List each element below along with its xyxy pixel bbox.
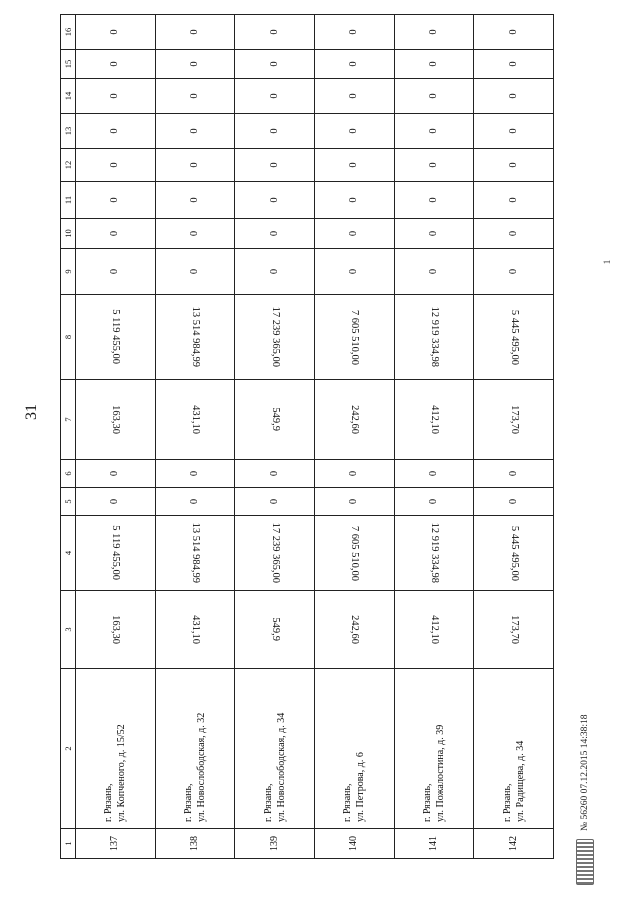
cell-c12: 0 [314,149,394,182]
cell-c6: 0 [155,460,235,488]
cell-c10: 0 [394,219,474,249]
cell-c9: 0 [314,249,394,295]
cell-c14: 0 [76,79,156,114]
cell-c9: 0 [235,249,315,295]
cell-c9: 0 [474,249,554,295]
cell-c13: 0 [474,114,554,149]
document-footer [575,610,595,885]
document-table-area [60,16,554,859]
cell-c14: 0 [474,79,554,114]
cell-c7 [155,380,235,460]
cell-c15: 0 [314,50,394,79]
value-c3: 163,30 [110,615,122,644]
cell-c11: 0 [235,182,315,219]
cell-c5: 0 [155,488,235,516]
value-c7: 242,60 [349,405,361,434]
value-c7: 412,10 [428,405,440,434]
cell-c9: 0 [76,249,156,295]
cell-id: 139 [235,829,315,859]
column-number-14: 14 [61,79,76,114]
cell-c13: 0 [314,114,394,149]
cell-c16: 0 [314,15,394,50]
cell-c5: 0 [314,488,394,516]
cell-c11: 0 [314,182,394,219]
column-number-8: 8 [61,295,76,380]
cell-c10: 0 [155,219,235,249]
cell-c4 [155,516,235,591]
address-city: г. Рязань, [262,783,274,822]
seal-stamp-icon [576,839,594,885]
cell-c10: 0 [235,219,315,249]
table-body [76,15,554,859]
value-c8: 13 514 984,99 [189,306,201,368]
value-c3: 431,10 [189,615,201,644]
value-c7: 431,10 [189,405,201,434]
column-number-1: 1 [61,829,76,859]
value-c3: 242,60 [349,615,361,644]
cell-c6: 0 [394,460,474,488]
cell-c8 [155,295,235,380]
cell-c5: 0 [76,488,156,516]
cell-c16: 0 [76,15,156,50]
cell-c3 [76,591,156,669]
value-c4: 5 119 455,00 [110,525,122,581]
cell-id: 137 [76,829,156,859]
table-row [314,15,394,859]
address-street: ул. Копченого, д. 15/52 [116,724,128,822]
cell-c3 [314,591,394,669]
address-city: г. Рязань, [103,783,115,822]
value-c3: 412,10 [428,615,440,644]
cell-c7 [474,380,554,460]
cell-c7 [76,380,156,460]
value-c4: 5 445 495,00 [508,525,520,581]
cell-c14: 0 [394,79,474,114]
column-number-12: 12 [61,149,76,182]
value-c3: 173,70 [508,615,520,644]
value-c3: 549,9 [269,617,281,642]
property-table [60,14,554,859]
cell-c4 [474,516,554,591]
value-c4: 7 605 510,00 [349,525,361,581]
cell-c3 [394,591,474,669]
cell-c4 [76,516,156,591]
cell-c10: 0 [474,219,554,249]
cell-c6: 0 [314,460,394,488]
column-number-5: 5 [61,488,76,516]
column-number-7: 7 [61,380,76,460]
value-c4: 13 514 984,99 [189,522,201,584]
cell-c4 [235,516,315,591]
cell-c12: 0 [76,149,156,182]
cell-address [235,669,315,829]
cell-c9: 0 [394,249,474,295]
address-street: ул. Пожалостина, д. 39 [434,724,446,822]
cell-c14: 0 [155,79,235,114]
address-city: г. Рязань, [182,783,194,822]
cell-address [314,669,394,829]
cell-c15: 0 [474,50,554,79]
cell-c5: 0 [394,488,474,516]
cell-c10: 0 [314,219,394,249]
value-c8: 17 239 365,00 [269,306,281,368]
address-street: ул. Радищева, д. 34 [514,740,526,822]
cell-c8 [474,295,554,380]
page-number: 31 [23,404,40,420]
cell-c12: 0 [474,149,554,182]
cell-c8 [76,295,156,380]
cell-c15: 0 [235,50,315,79]
table-row [235,15,315,859]
cell-c11: 0 [76,182,156,219]
table-row [474,15,554,859]
cell-c8 [235,295,315,380]
cell-c3 [474,591,554,669]
cell-id: 140 [314,829,394,859]
value-c8: 5 119 455,00 [110,309,122,365]
cell-c14: 0 [314,79,394,114]
cell-address [155,669,235,829]
column-number-13: 13 [61,114,76,149]
table-row [394,15,474,859]
cell-c13: 0 [394,114,474,149]
value-c8: 5 445 495,00 [508,309,520,365]
cell-c5: 0 [474,488,554,516]
cell-c5: 0 [235,488,315,516]
value-c7: 173,70 [508,405,520,434]
cell-c11: 0 [394,182,474,219]
value-c4: 17 239 365,00 [269,522,281,584]
cell-c7 [394,380,474,460]
cell-c12: 0 [235,149,315,182]
value-c7: 163,30 [110,405,122,434]
cell-c8 [314,295,394,380]
cell-c8 [394,295,474,380]
cell-c14: 0 [235,79,315,114]
cell-c16: 0 [474,15,554,50]
cell-c13: 0 [235,114,315,149]
table-row [155,15,235,859]
cell-address [394,669,474,829]
column-number-2: 2 [61,669,76,829]
column-number-16: 16 [61,15,76,50]
document-stamp-text: № 56260 07.12.2015 14:38:18 [580,714,590,831]
column-number-row [61,15,76,859]
cell-c12: 0 [394,149,474,182]
cell-id: 141 [394,829,474,859]
cell-c3 [155,591,235,669]
cell-id: 142 [474,829,554,859]
cell-c6: 0 [474,460,554,488]
value-c8: 12 919 334,98 [428,306,440,368]
address-city: г. Рязань, [421,783,433,822]
column-number-3: 3 [61,591,76,669]
rotated-table-wrapper [60,16,554,859]
cell-c15: 0 [394,50,474,79]
address-street: ул. Новослободская, д. 32 [195,712,207,822]
value-c4: 12 919 334,98 [428,522,440,584]
column-number-9: 9 [61,249,76,295]
column-number-4: 4 [61,516,76,591]
cell-c4 [394,516,474,591]
address-city: г. Рязань, [342,783,354,822]
value-c7: 549,9 [269,407,281,432]
cell-c6: 0 [76,460,156,488]
cell-c3 [235,591,315,669]
cell-address [76,669,156,829]
column-number-10: 10 [61,219,76,249]
cell-address [474,669,554,829]
cell-c16: 0 [235,15,315,50]
cell-c6: 0 [235,460,315,488]
cell-c13: 0 [76,114,156,149]
address-street: ул. Новослободская, д. 34 [275,712,287,822]
cell-id: 138 [155,829,235,859]
table-row [76,15,156,859]
margin-mark: 1 [602,259,612,265]
cell-c9: 0 [155,249,235,295]
column-number-15: 15 [61,50,76,79]
cell-c10: 0 [76,219,156,249]
cell-c16: 0 [155,15,235,50]
cell-c4 [314,516,394,591]
cell-c15: 0 [155,50,235,79]
cell-c13: 0 [155,114,235,149]
cell-c11: 0 [155,182,235,219]
address-street: ул. Петрова, д. 6 [355,752,367,822]
address-city: г. Рязань, [501,783,513,822]
cell-c12: 0 [155,149,235,182]
cell-c16: 0 [394,15,474,50]
value-c8: 7 605 510,00 [349,309,361,365]
column-number-11: 11 [61,182,76,219]
cell-c7 [314,380,394,460]
cell-c11: 0 [474,182,554,219]
cell-c15: 0 [76,50,156,79]
cell-c7 [235,380,315,460]
column-number-6: 6 [61,460,76,488]
